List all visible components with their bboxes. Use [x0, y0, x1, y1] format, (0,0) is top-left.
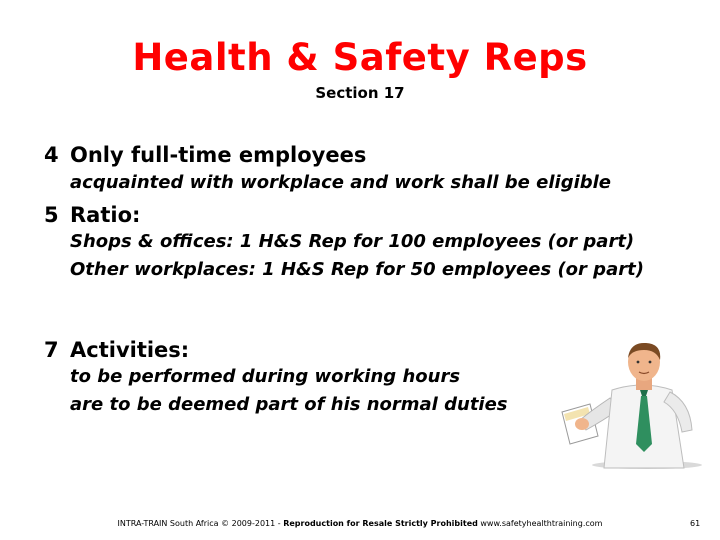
item-line: Other workplaces: 1 H&S Rep for 50 employees (or part): [70, 259, 644, 280]
item-5-body: [70, 231, 670, 281]
item-heading-text: Ratio:: [70, 203, 141, 227]
item-line: acquainted with workplace and work shall be eligible: [70, 172, 612, 193]
item-line: Shops & offices: 1 H&S Rep for 100 employees (or part): [70, 231, 635, 252]
item-line: to be performed during working hours: [70, 366, 461, 387]
footer: [0, 519, 720, 528]
item-number: 7: [44, 338, 59, 362]
item-5-heading: [44, 203, 140, 227]
item-number: 4: [44, 143, 59, 167]
slide-title: Health & Safety Reps: [132, 36, 588, 79]
item-line: are to be deemed part of his normal duties: [70, 394, 508, 415]
item-heading-text: Activities:: [70, 338, 190, 362]
footer-notice: Reproduction for Resale Strictly Prohibited: [283, 519, 478, 528]
businessman-clipart-icon: [552, 340, 712, 470]
item-heading-text: Only full-time employees: [70, 143, 367, 167]
page-number: 61: [690, 519, 701, 528]
item-number: 5: [44, 203, 59, 227]
footer-website: www.safetyhealthtraining.com: [477, 519, 603, 528]
item-4-heading: [44, 143, 366, 167]
item-4-body: [70, 172, 680, 194]
item-7-heading: [44, 338, 189, 362]
slide-subtitle: Section 17: [315, 84, 405, 102]
footer-prefix: INTRA-TRAIN South Africa © 2009-2011 -: [117, 519, 284, 528]
